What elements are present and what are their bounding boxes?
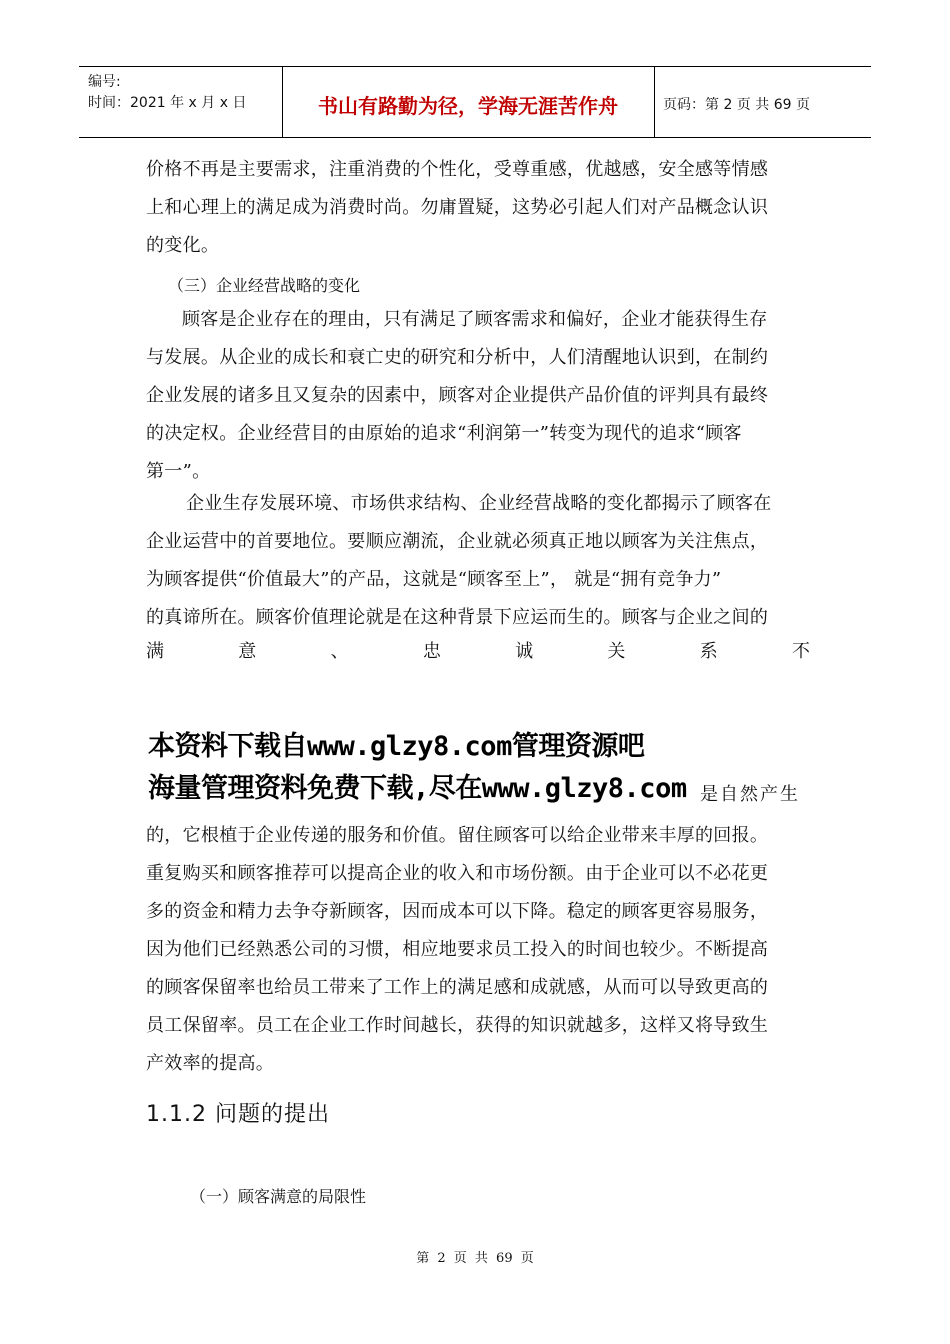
section-subheading: （一）顾客满意的局限性 (190, 1187, 367, 1206)
paragraph-line: 产效率的提高。 (146, 1053, 275, 1074)
paragraph-line: 企业发展的诸多且又复杂的因素中，顾客对企业提供产品价值的评判具有最终 (146, 385, 769, 406)
paragraph-line: 重复购买和顾客推荐可以提高企业的收入和市场份额。由于企业可以不必花更 (146, 863, 769, 884)
section-heading: 1.1.2 问题的提出 (146, 1102, 330, 1127)
spread-char: 满 (146, 641, 164, 662)
spread-char: 关 (607, 641, 626, 662)
spread-char: 意 (238, 641, 257, 662)
paragraph-line: 的顾客保留率也给员工带来了工作上的满足感和成就感，从而可以导致更高的 (146, 977, 769, 998)
paragraph-line: 的决定权。企业经营目的由原始的追求“利润第一”转变为现代的追求“顾客 (146, 423, 742, 444)
paragraph-line: 因为他们已经熟悉公司的习惯，相应地要求员工投入的时间也较少。不断提高 (146, 939, 769, 960)
paragraph-line: 与发展。从企业的成长和衰亡史的研究和分析中，人们清醒地认识到，在制约 (146, 347, 769, 368)
header-page-info: 页码：第 2 页 共 69 页 (663, 97, 810, 113)
paragraph-line: 的变化。 (146, 235, 220, 256)
time-label: 时间：2021 年 x 月 x 日 (88, 95, 247, 111)
paragraph-line: 员工保留率。员工在企业工作时间越长，获得的知识就越多，这样又将导致生 (146, 1015, 769, 1036)
paragraph-line: 的真谛所在。顾客价值理论就是在这种背景下应运而生的。顾客与企业之间的 (146, 607, 769, 628)
paragraph-line: 为顾客提供“价值最大”的产品，这就是“顾客至上”， 就是“拥有竞争力” (146, 569, 722, 590)
paragraph-line: 上和心理上的满足成为消费时尚。勿庸置疑，这势必引起人们对产品概念认识 (146, 197, 769, 218)
section-subheading: （三）企业经营战略的变化 (168, 276, 361, 295)
header-motto: 书山有路勤为径，学海无涯苦作舟 (282, 67, 655, 137)
number-label: 编号: (88, 74, 121, 90)
justified-line (146, 637, 810, 663)
paragraph-line: 企业生存发展环境、市场供求结构、企业经营战略的变化都揭示了顾客在 (186, 493, 772, 514)
ad-banner-line-1: 本资料下载自www.glzy8.com管理资源吧 (148, 731, 645, 762)
paragraph-line: 价格不再是主要需求，注重消费的个性化，受尊重感，优越感，安全感等情感 (146, 159, 769, 180)
ad-banner-line-2: 海量管理资料免费下载,尽在www.glzy8.com (148, 773, 687, 804)
paragraph-continuation: 是自然产生 (700, 784, 800, 805)
spread-char: 系 (699, 641, 718, 662)
spread-char: 不 (791, 641, 810, 662)
spread-char: 、 (330, 641, 349, 662)
paragraph-line: 多的资金和精力去争夺新顾客，因而成本可以下降。稳定的顾客更容易服务， (146, 901, 769, 922)
spread-char: 诚 (515, 641, 534, 662)
page-footer: 第 2 页 共 69 页 (416, 1251, 534, 1266)
page-header (79, 66, 871, 138)
paragraph-line: 顾客是企业存在的理由，只有满足了顾客需求和偏好，企业才能获得生存 (182, 309, 768, 330)
paragraph-line: 的，它根植于企业传递的服务和价值。留住顾客可以给企业带来丰厚的回报。 (146, 825, 769, 846)
paragraph-line: 第一”。 (146, 461, 211, 482)
header-meta-cell (79, 67, 283, 137)
paragraph-line: 企业运营中的首要地位。要顺应潮流，企业就必须真正地以顾客为关注焦点， (146, 531, 769, 552)
spread-char: 忠 (422, 641, 441, 662)
